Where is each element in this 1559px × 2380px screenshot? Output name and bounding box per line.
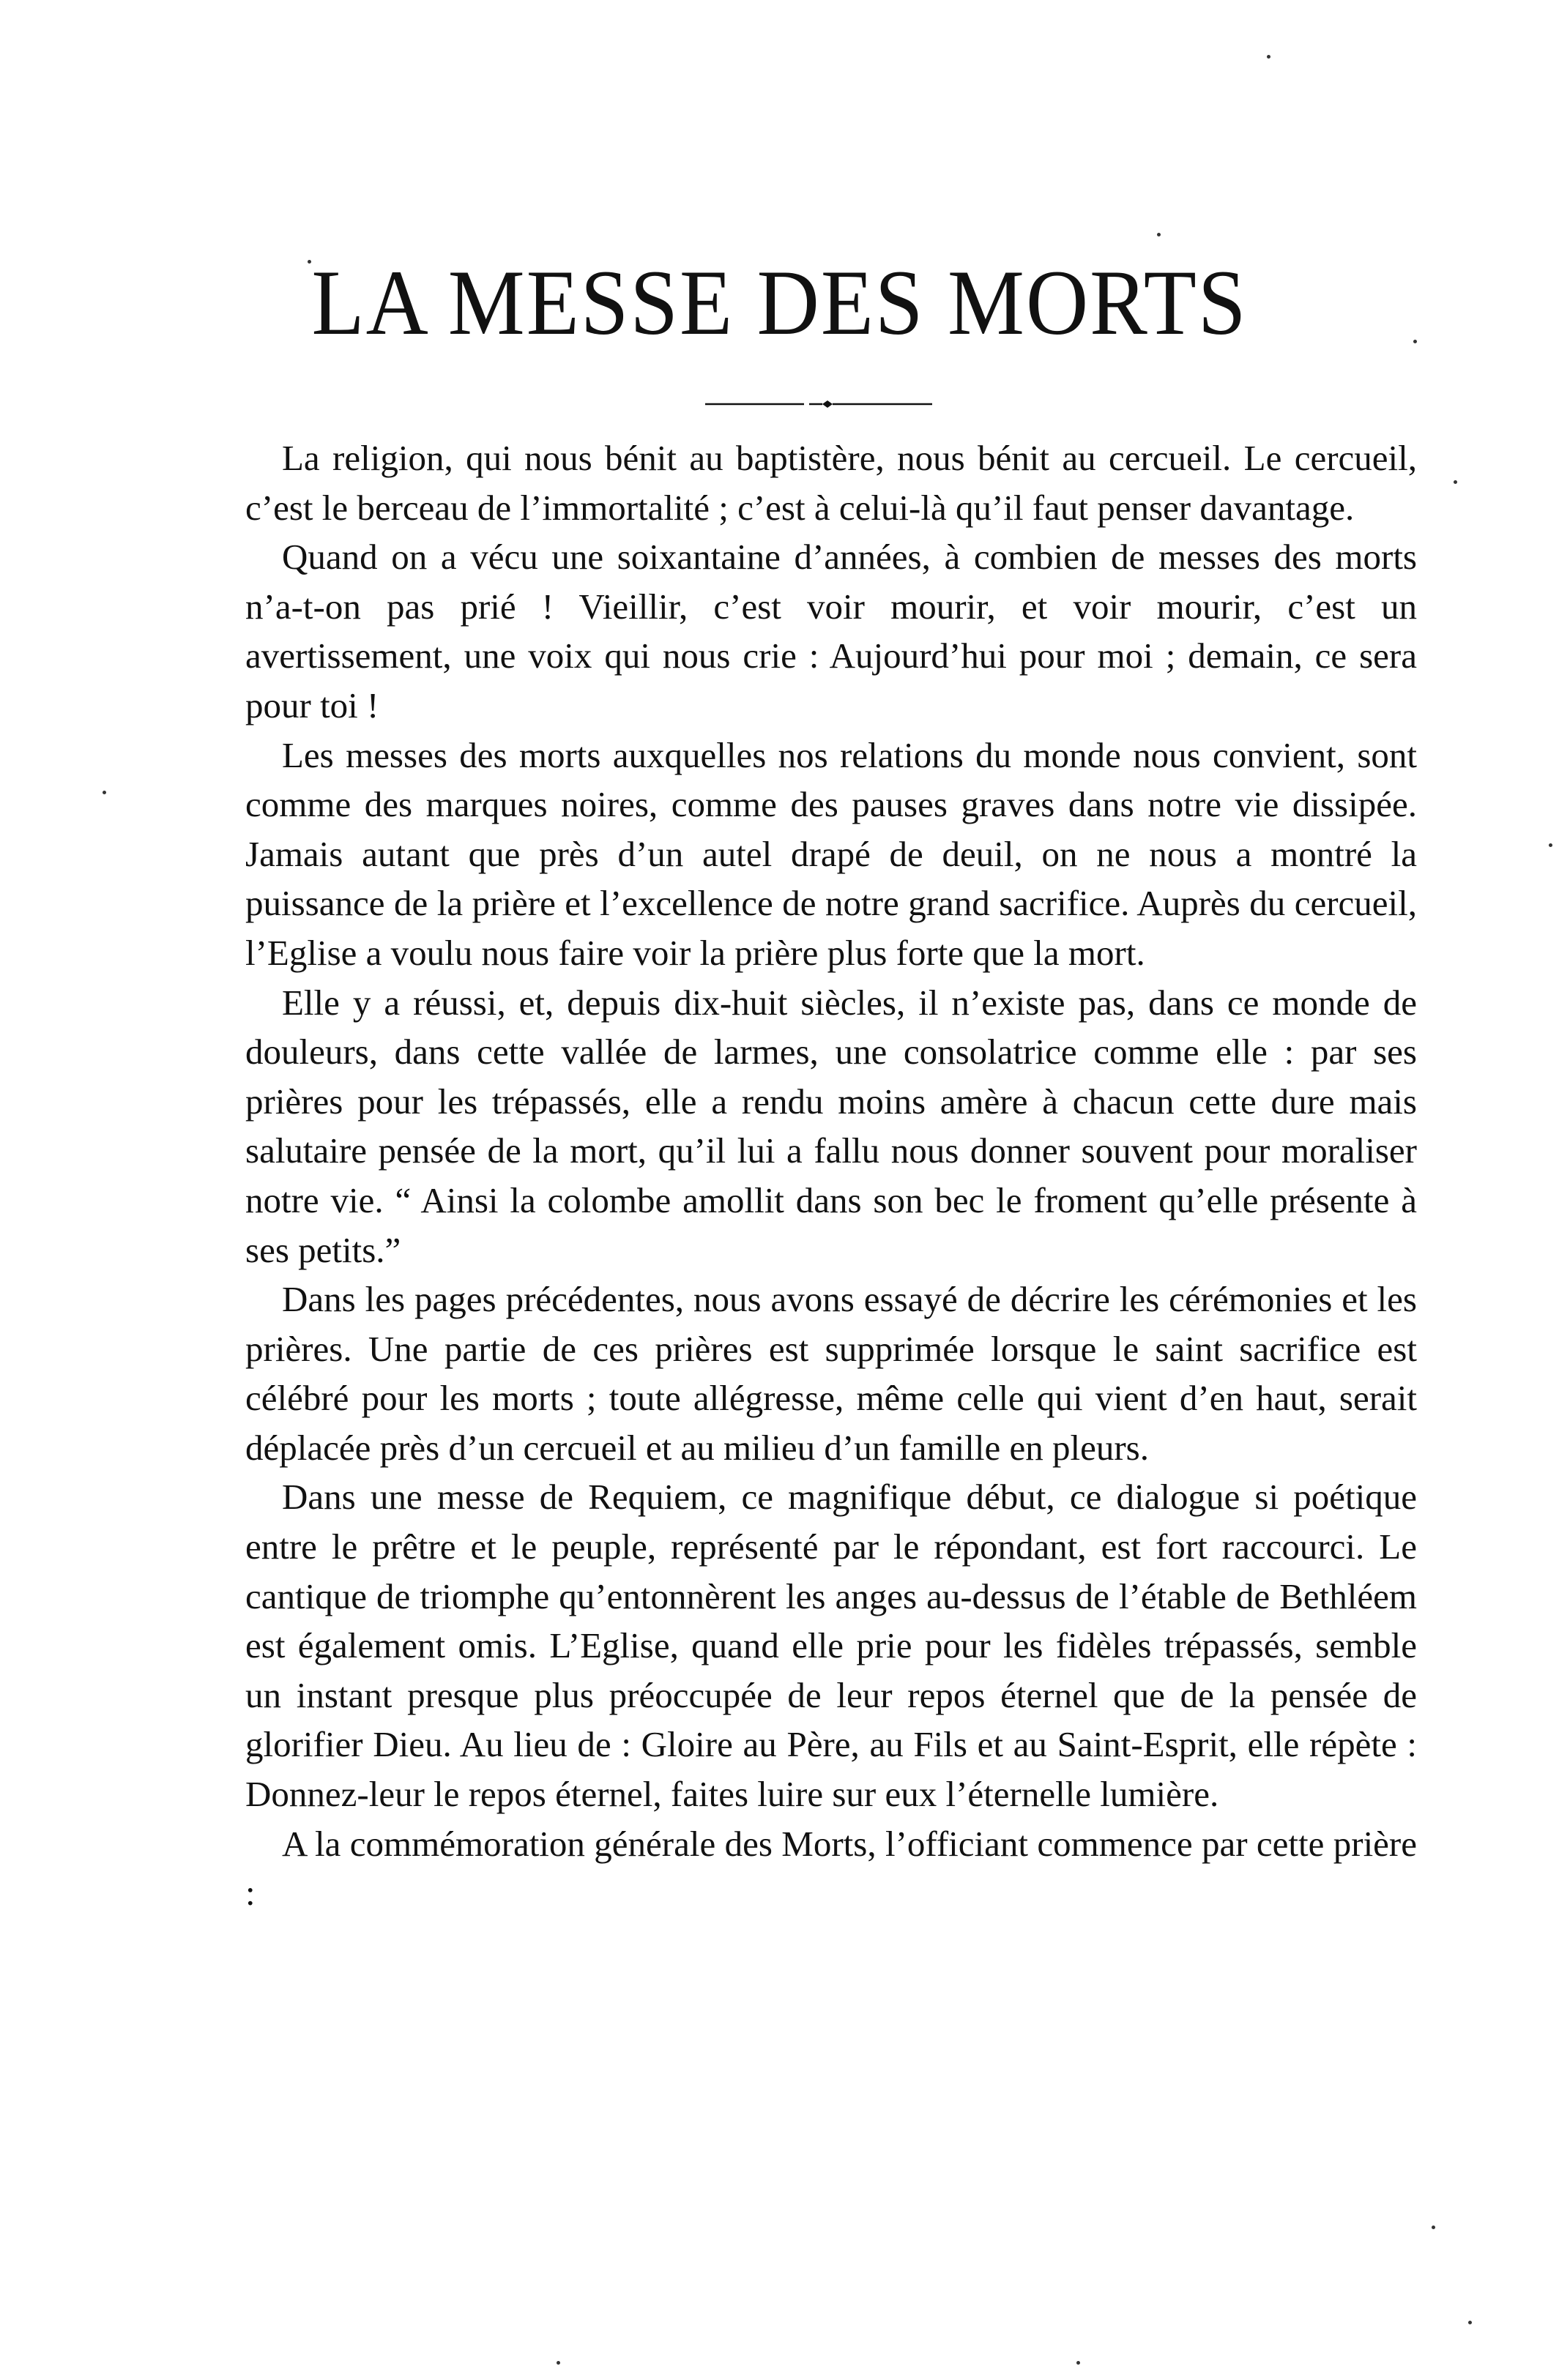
scan-speck — [1157, 233, 1161, 236]
body-text — [245, 433, 1417, 1918]
scan-speck — [103, 791, 106, 794]
paragraph: A la commémoration générale des Morts, l’officiant commence par cette prière : — [245, 1823, 1417, 1914]
scan-speck — [1454, 480, 1457, 484]
scan-speck — [1413, 340, 1417, 343]
paragraph: Dans les pages précédentes, nous avons essayé de décrire les cérémonies et les prières. Une partie de ces prières est supprimée lorsque le saint sacrifice est célébré pour les morts ; toute allégresse, même celle qui vient d’en haut, serait déplacée près d’un cercueil et au milieu d’un famille en pleurs. — [245, 1279, 1417, 1468]
scan-speck — [557, 2361, 560, 2365]
scan-speck — [1076, 2361, 1080, 2365]
paragraph: Quand on a vécu une soixantaine d’années, à combien de messes des morts n’a-t-on pas prié ! Vieillir, c’est voir mourir, et voir mourir, c’est un avertissement, une voix qui nous crie : Aujourd’hui pour moi ; demain, ce sera pour toi ! — [245, 537, 1417, 725]
paragraph: Les messes des morts auxquelles nos relations du monde nous convient, sont comme des marques noires, comme des pauses graves dans notre vie dissipée. Jamais autant que près d’un autel drapé de deuil, on ne nous a montré la puissance de la prière et l’excellence de notre grand sacrifice. Auprès du cercueil, l’Eglise a voulu nous faire voir la prière plus forte que la mort. — [245, 734, 1417, 973]
title-ornament-rule — [705, 397, 932, 411]
scan-speck — [1549, 843, 1552, 847]
paragraph: Elle y a réussi, et, depuis dix-huit siècles, il n’existe pas, dans ce monde de douleurs, dans cette vallée de larmes, une consolatrice comme elle : par ses prières pour les trépassés, elle a rendu moins amère à chacun cette dure mais salutaire pensée de la mort, qu’il lui a fallu nous donner souvent pour moraliser notre vie. “ Ainsi la colombe amollit dans son bec le froment qu’elle présente à ses petits.” — [245, 982, 1417, 1270]
paragraph: Dans une messe de Requiem, ce magnifique début, ce dialogue si poétique entre le prêtre et le peuple, représenté par le répondant, est fort raccourci. Le cantique de triomphe qu’entonnèrent les anges au-dessus de l’étable de Bethléem est également omis. L’Eglise, quand elle prie pour les fidèles trépassés, semble un instant presque plus préoccupée de leur repos éternel que de la pensée de glorifier Dieu. Au lieu de : Gloire au Père, au Fils et au Saint-Esprit, elle répète : Donnez-leur le repos éternel, faites luire sur eux l’éternelle lumière. — [245, 1477, 1417, 1815]
scan-speck — [1468, 2321, 1472, 2324]
scan-speck — [1432, 2226, 1435, 2229]
scan-speck — [1267, 55, 1270, 59]
chapter-title: LA MESSE DES MORTS — [311, 250, 1248, 355]
paragraph: La religion, qui nous bénit au baptistère, nous bénit au cercueil. Le cercueil, c’est le berceau de l’immortalité ; c’est à celui-là qu’il faut penser davantage. — [245, 438, 1417, 528]
scan-speck — [308, 260, 311, 264]
